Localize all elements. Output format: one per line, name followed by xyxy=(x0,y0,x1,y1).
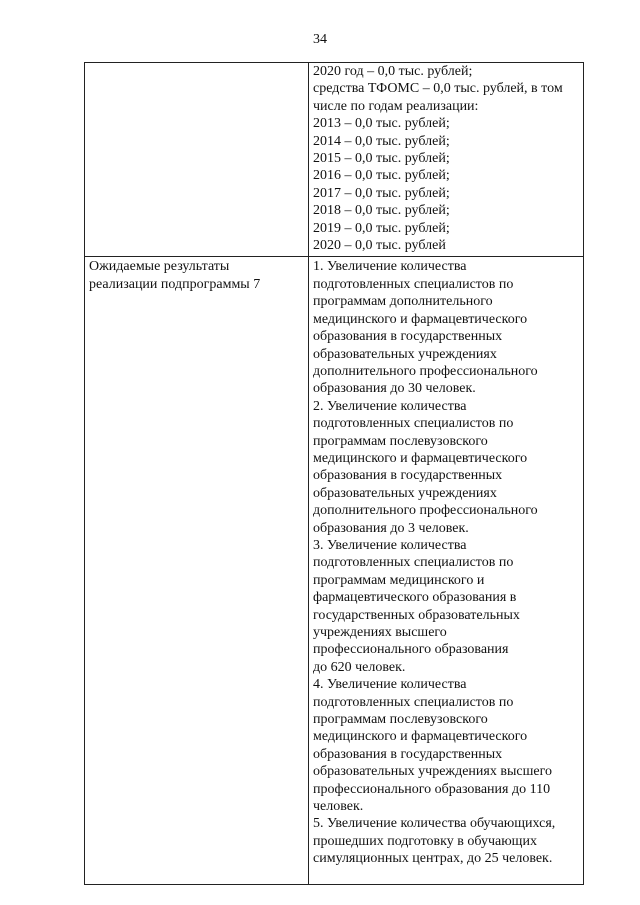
text-line: 2013 – 0,0 тыс. рублей; xyxy=(313,116,450,132)
text-line: профессионального образования до 110 xyxy=(313,781,551,797)
text-line: прошедших подготовку в обучающих xyxy=(313,833,537,849)
text-line: 2014 – 0,0 тыс. рублей; xyxy=(313,133,450,149)
text-line: 2015 – 0,0 тыс. рублей; xyxy=(313,151,450,167)
table-row-expected-results xyxy=(85,256,583,884)
text-line: реализации подпрограммы 7 xyxy=(89,276,261,292)
text-line: подготовленных специалистов по xyxy=(313,416,514,432)
table-cell-funding-text xyxy=(309,63,583,256)
text-line: программам дополнительного xyxy=(313,294,493,310)
text-line: программам послевузовского xyxy=(313,433,488,449)
text-line: программам медицинского и xyxy=(313,572,485,588)
text-line: подготовленных специалистов по xyxy=(313,555,514,571)
text-line: учреждениях высшего xyxy=(313,625,447,640)
text-line: образования до 3 человек. xyxy=(313,520,469,536)
text-line: 5. Увеличение количества обучающихся, xyxy=(313,816,556,832)
text-line: 2018 – 0,0 тыс. рублей; xyxy=(313,203,450,219)
text-line: 4. Увеличение количества xyxy=(313,677,467,693)
text-line: подготовленных специалистов по xyxy=(313,694,514,710)
text-line: числе по годам реализации: xyxy=(313,98,479,114)
text-line: образовательных учреждениях xyxy=(313,346,497,362)
text-line: подготовленных специалистов по xyxy=(313,276,514,292)
text-line: 2016 – 0,0 тыс. рублей; xyxy=(313,168,450,184)
text-line: 2. Увеличение количества xyxy=(313,398,467,414)
text-line: средства ТФОМС – 0,0 тыс. рублей, в том xyxy=(313,81,563,97)
table-row-funding xyxy=(85,63,583,256)
document-table xyxy=(84,62,584,885)
text-line: 2019 – 0,0 тыс. рублей; xyxy=(313,220,450,236)
text-line: фармацевтического образования в xyxy=(313,590,517,606)
text-line: до 620 человек. xyxy=(313,659,406,675)
text-line: 1. Увеличение количества xyxy=(313,259,467,275)
text-line: образования в государственных xyxy=(313,468,503,484)
page-number: 34 xyxy=(313,32,327,47)
text-line: государственных образовательных xyxy=(313,607,520,623)
text-line: 2017 – 0,0 тыс. рублей; xyxy=(313,185,450,201)
text-line: дополнительного профессионального xyxy=(313,363,538,379)
text-line: образования в государственных xyxy=(313,329,503,345)
text-line: 3. Увеличение количества xyxy=(313,537,467,553)
table-cell-label-empty xyxy=(85,63,309,256)
text-line: Ожидаемые результаты xyxy=(89,259,230,275)
text-line: 2020 год – 0,0 тыс. рублей; xyxy=(313,64,473,79)
text-line: профессионального образования xyxy=(313,642,509,658)
text-line: медицинского и фармацевтического xyxy=(313,729,528,745)
text-line: 2020 – 0,0 тыс. рублей xyxy=(313,238,446,254)
text-line: дополнительного профессионального xyxy=(313,503,538,519)
text-line: медицинского и фармацевтического xyxy=(313,450,528,466)
text-line: образования в государственных xyxy=(313,746,503,762)
text-line: симуляционных центрах, до 25 человек. xyxy=(313,851,553,867)
text-line: образования до 30 человек. xyxy=(313,381,476,397)
text-line: образовательных учреждениях высшего xyxy=(313,764,552,780)
table-cell-results-list xyxy=(309,257,583,884)
table-cell-label-expected-results xyxy=(85,257,309,884)
text-line: человек. xyxy=(313,799,364,815)
text-line: программам послевузовского xyxy=(313,712,488,728)
text-line: медицинского и фармацевтического xyxy=(313,311,528,327)
text-line: образовательных учреждениях xyxy=(313,485,497,501)
